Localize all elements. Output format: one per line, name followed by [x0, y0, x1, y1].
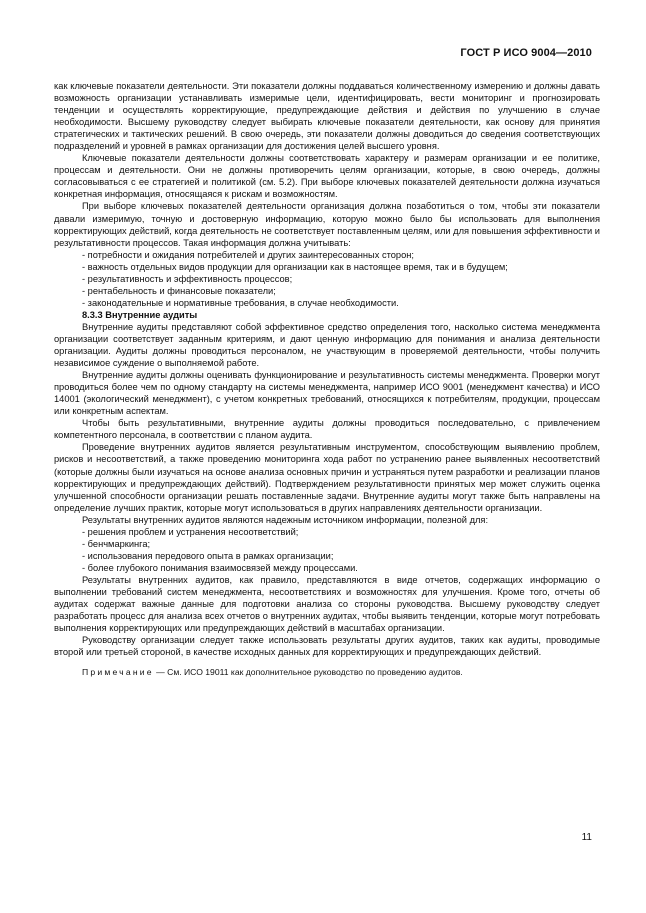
- document-code-header: ГОСТ Р ИСО 9004—2010: [460, 47, 592, 59]
- list-item: - бенчмаркинга;: [82, 538, 151, 549]
- paragraph: При выборе ключевых показателей деятельности организация должна позаботиться о том, чтобы эти показатели давали измеримую, точную и достоверную информацию, которую можно было бы использовать для выполнения корректирующих действий, когда деятельность не соответствует поставленным целям, или для повышения эффективности и результативности процессов. Такая информация должна учитывать:: [54, 201, 600, 248]
- paragraph: Руководству организации следует также использовать результаты других аудитов, таких как аудиты, проводимые второй или третьей стороной, в качестве исходных данных для корректирующих и предупреждающих действий.: [54, 635, 600, 658]
- list-item: - решения проблем и устранения несоответствий;: [82, 526, 299, 537]
- paragraph: Проведение внутренних аудитов является результативным инструментом, способствующим выявлению проблем, рисков и несоответствий, а также проведению мониторинга хода работ по устранению ранее выявленных несоответствий (которые должны были изучаться на основе анализа основных причин и устраняться путем разработки и реализации планов корректирующих и предупреждающих действий). Подтверждением результативности принятых мер может служить оценка улучшенной способности организации решать поставленные задачи. Внутренние аудиты могут также быть направлены на определение лучших практик, которые могут использоваться в других направлениях деятельности организации.: [54, 442, 600, 513]
- paragraph: Результаты внутренних аудитов, как правило, представляются в виде отчетов, содержащих информацию о выполнении требований систем менеджмента, несоответствиях и возможностях для улучшения. Кроме того, отчеты об аудитах содержат важные данные для подготовки анализа со стороны руководства. Высшему руководству следует разработать процесс для анализа всех отчетов о внутренних аудитах, чтобы выявить тенденции, которые могут потребовать выполнения корректирующих или предупреждающих действий в масштабах организации.: [54, 574, 600, 634]
- list-item: - более глубокого понимания взаимосвязей между процессами.: [82, 562, 358, 573]
- list-item: - законодательные и нормативные требования, в случае необходимости.: [82, 297, 399, 308]
- list-item: - важность отдельных видов продукции для организации как в настоящее время, так и в будущем;: [82, 261, 508, 272]
- paragraph: Результаты внутренних аудитов являются надежным источником информации, полезной для:: [82, 514, 489, 525]
- paragraph: Внутренние аудиты представляют собой эффективное средство определения того, насколько система менеджмента организации соответствует заданным критериям, и дают ценную информацию для понимания и анализа деятельности организации. Аудиты должны проводиться персоналом, не участвующим в проверяемой деятельности, чтобы получить независимое суждение о выполняемой работе.: [54, 321, 600, 369]
- page-number: 11: [581, 832, 592, 843]
- paragraph: Чтобы быть результативными, внутренние аудиты должны проводиться последовательно, с привлечением компетентного персонала, в соответствии с планом аудита.: [54, 418, 600, 441]
- note: [54, 666, 600, 678]
- paragraph: Ключевые показатели деятельности должны соответствовать характеру и размерам организации и ее политике, процессам и деятельности. Они не должны противоречить целям организации, которые, в свою очередь, должны согласовываться с ее стратегией и политикой (см. 5.2). При выборе ключевых показателей деятельности должна изучаться конкретная информация, относящаяся к рискам и возможностям.: [54, 153, 600, 200]
- paragraph: как ключевые показатели деятельности. Эти показатели должны поддаваться количественному измерению и должны давать возможность организации устанавливать измеримые цели, идентифицировать, вести мониторинг и прогнозировать тенденции и осуществлять корректирующие, предупреждающие действия и действия по улучшению в случае необходимости. Высшему руководству следует выбирать ключевые показатели деятельности, как основу для принятия стратегических и тактических решений. В свою очередь, эти показатели должны доводиться до сведения соответствующих подразделений и уровней в рамках организации для достижения целей высшего уровня.: [54, 81, 600, 152]
- list-item: - использования передового опыта в рамках организации;: [82, 550, 334, 561]
- document-body: [54, 80, 600, 678]
- note-text: — См. ИСО 19011 как дополнительное руководство по проведению аудитов.: [153, 667, 463, 678]
- list-item: - потребности и ожидания потребителей и других заинтересованных сторон;: [82, 249, 414, 260]
- list-item: - результативность и эффективность процессов;: [82, 273, 293, 284]
- list-item: - рентабельность и финансовые показатели;: [82, 285, 276, 296]
- section-heading: 8.3.3 Внутренние аудиты: [82, 309, 198, 320]
- note-label: Примечание: [82, 667, 154, 678]
- paragraph: Внутренние аудиты должны оценивать функционирование и результативность системы менеджмента. Проверки могут проводиться более чем по одному стандарту на системы менеджмента, например ИСО 9001 (менеджмент качества) и ИСО 14001 (экологический менеджмент), с учетом конкретных требований, относящихся к потребителям, продукции, процессам или конкретным аспектам.: [54, 370, 600, 417]
